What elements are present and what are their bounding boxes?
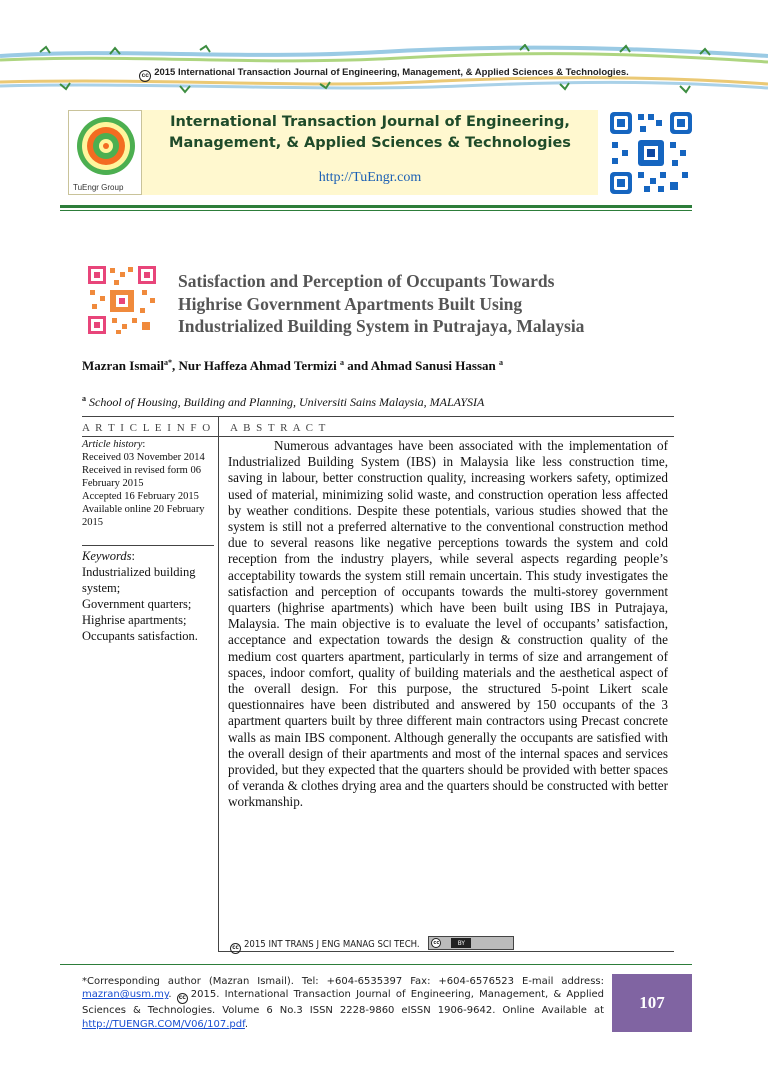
footer-rule [60, 964, 692, 965]
qr-code-icon [86, 264, 158, 336]
journal-title-line2: Management, & Applied Sciences & Technologies [169, 135, 571, 151]
license-text: 2015 INT TRANS J ENG MANAG SCI TECH. [244, 939, 420, 950]
author-superscript: a [340, 358, 344, 367]
history-label: Article history [82, 439, 143, 450]
cc-icon: cc [139, 70, 151, 82]
keywords-label: Keywords [82, 549, 132, 563]
divider [82, 436, 674, 437]
footer-end: . [244, 1018, 249, 1030]
abstract-text: Numerous advantages have been associated with the implementation of Industrialized Building System (IBS) in Malaysia like less construction time, saving in labour, better construction quality, increasing workers safety, optimized used of material, minimizing solid waste, and construction operation less affected by weather conditions. Despite these potentials, various studies showed that the system is still not a preferred alternative to the conventional construction method due to several reasons like negative perceptions towards the system and cold reception from the industry players, while several aspects regarding people’s acceptability towards the system still remain uncertain. This study investigates the satisfaction and perception of occupants towards the multi-storey government quarters (highrise apartments) which have been built using IBS in Putrajaya, Malaysia. The main objective is to evaluate the level of occupants’ satisfaction, acceptance and expectation towards the design & construction quality of the medium cost quarters apartment, particularly in terms of size and arrangement of spaces, indoor comfort, quality of building materials and the aesthetical aspect of the overall design. For this purpose, the structured 5-point Likert scale questionnaires have been distributed and answered by 150 occupants of the 3 apartment quarters built by three different main contractors using Precast concrete walls as main IBS component. Although generally the occupants are satisfied with the overall design of their apartments and most of the internal spaces and services provided, but they expected that the quarters should be provided with better spaces of veranda & clothes drying area and the quarters should be constructed with better workmanship. [228, 438, 668, 810]
journal-logo [68, 110, 142, 195]
history-revised: Received in revised form 06 February 2015 [82, 465, 201, 489]
corresponding-author: *Corresponding author (Mazran Ismail). Tel: +604-6535397 Fax: +604-6576523 E-mail address: [82, 976, 604, 987]
article-title-line3: Industrialized Building System in Putrajaya, Malaysia [178, 316, 585, 336]
footer-note [82, 975, 604, 1031]
article-info-heading: A R T I C L E I N F O [82, 422, 212, 434]
history-colon: : [142, 439, 146, 450]
header-rule-thin [60, 210, 692, 211]
email-link[interactable]: mazran@usm.my [82, 989, 169, 1001]
page-number: 107 [612, 974, 692, 1032]
article-qr-code [86, 264, 158, 341]
author-name: , Nur Haffeza Ahmad Termizi [171, 358, 337, 373]
copyright-banner-text: 2015 International Transaction Journal of Engineering, Management, & Applied Sciences & Technologies. [154, 67, 629, 78]
logo-caption: TuEngr Group [73, 183, 124, 192]
article-title [178, 270, 698, 338]
cc-by-badge[interactable] [428, 936, 514, 950]
abstract-heading: A B S T R A C T [230, 422, 327, 434]
keyword: Occupants satisfaction. [82, 629, 198, 643]
cc-icon: cc [431, 938, 441, 948]
footer-sep: . [168, 989, 177, 1001]
affiliation [82, 394, 484, 410]
cc-icon: cc [177, 993, 188, 1004]
author-list [82, 358, 503, 374]
journal-url[interactable]: http://TuEngr.com [318, 170, 422, 185]
keywords [82, 548, 214, 644]
divider [82, 416, 674, 417]
journal-qr-code [608, 110, 694, 201]
qr-code-icon [608, 110, 694, 196]
author-name: and Ahmad Sanusi Hassan [344, 358, 496, 373]
license-line [230, 936, 514, 954]
keyword: Highrise apartments; [82, 613, 187, 627]
history-accepted: Accepted 16 February 2015 [82, 491, 199, 502]
article-title-line2: Highrise Government Apartments Built Using [178, 293, 523, 314]
keyword: Government quarters; [82, 597, 192, 611]
keywords-colon: : [131, 549, 136, 563]
cc-icon: cc [230, 943, 241, 954]
affiliation-superscript: a [82, 394, 86, 403]
journal-title-line1: International Transaction Journal of Engineering, [170, 114, 570, 130]
affiliation-text: School of Housing, Building and Planning, Universiti Sains Malaysia, MALAYSIA [89, 395, 485, 409]
journal-title [150, 112, 590, 154]
article-pdf-link[interactable]: http://TUENGR.COM/V06/107.pdf [82, 1018, 245, 1030]
article-history [82, 438, 214, 529]
by-icon: BY [451, 938, 471, 948]
author-superscript: a [499, 358, 503, 367]
header-rule [60, 205, 692, 208]
divider [82, 545, 214, 546]
author-name: Mazran Ismail [82, 358, 164, 373]
history-online: Available online 20 February 2015 [82, 504, 205, 528]
footer-copyright: 2015. International Transaction Journal of Engineering, Management, & Applied Sciences & Technologies. Volume 6 No.3 ISSN 2228-9860 eISSN 1906-9642. Online Available at [82, 989, 604, 1017]
tuengr-logo-icon [75, 115, 137, 177]
keyword: Industrialized building system; [82, 565, 196, 595]
column-divider [218, 416, 219, 952]
history-received: Received 03 November 2014 [82, 452, 205, 463]
article-title-line1: Satisfaction and Perception of Occupants Towards [178, 271, 555, 291]
copyright-banner [0, 67, 768, 82]
author-superscript: a* [163, 358, 172, 367]
